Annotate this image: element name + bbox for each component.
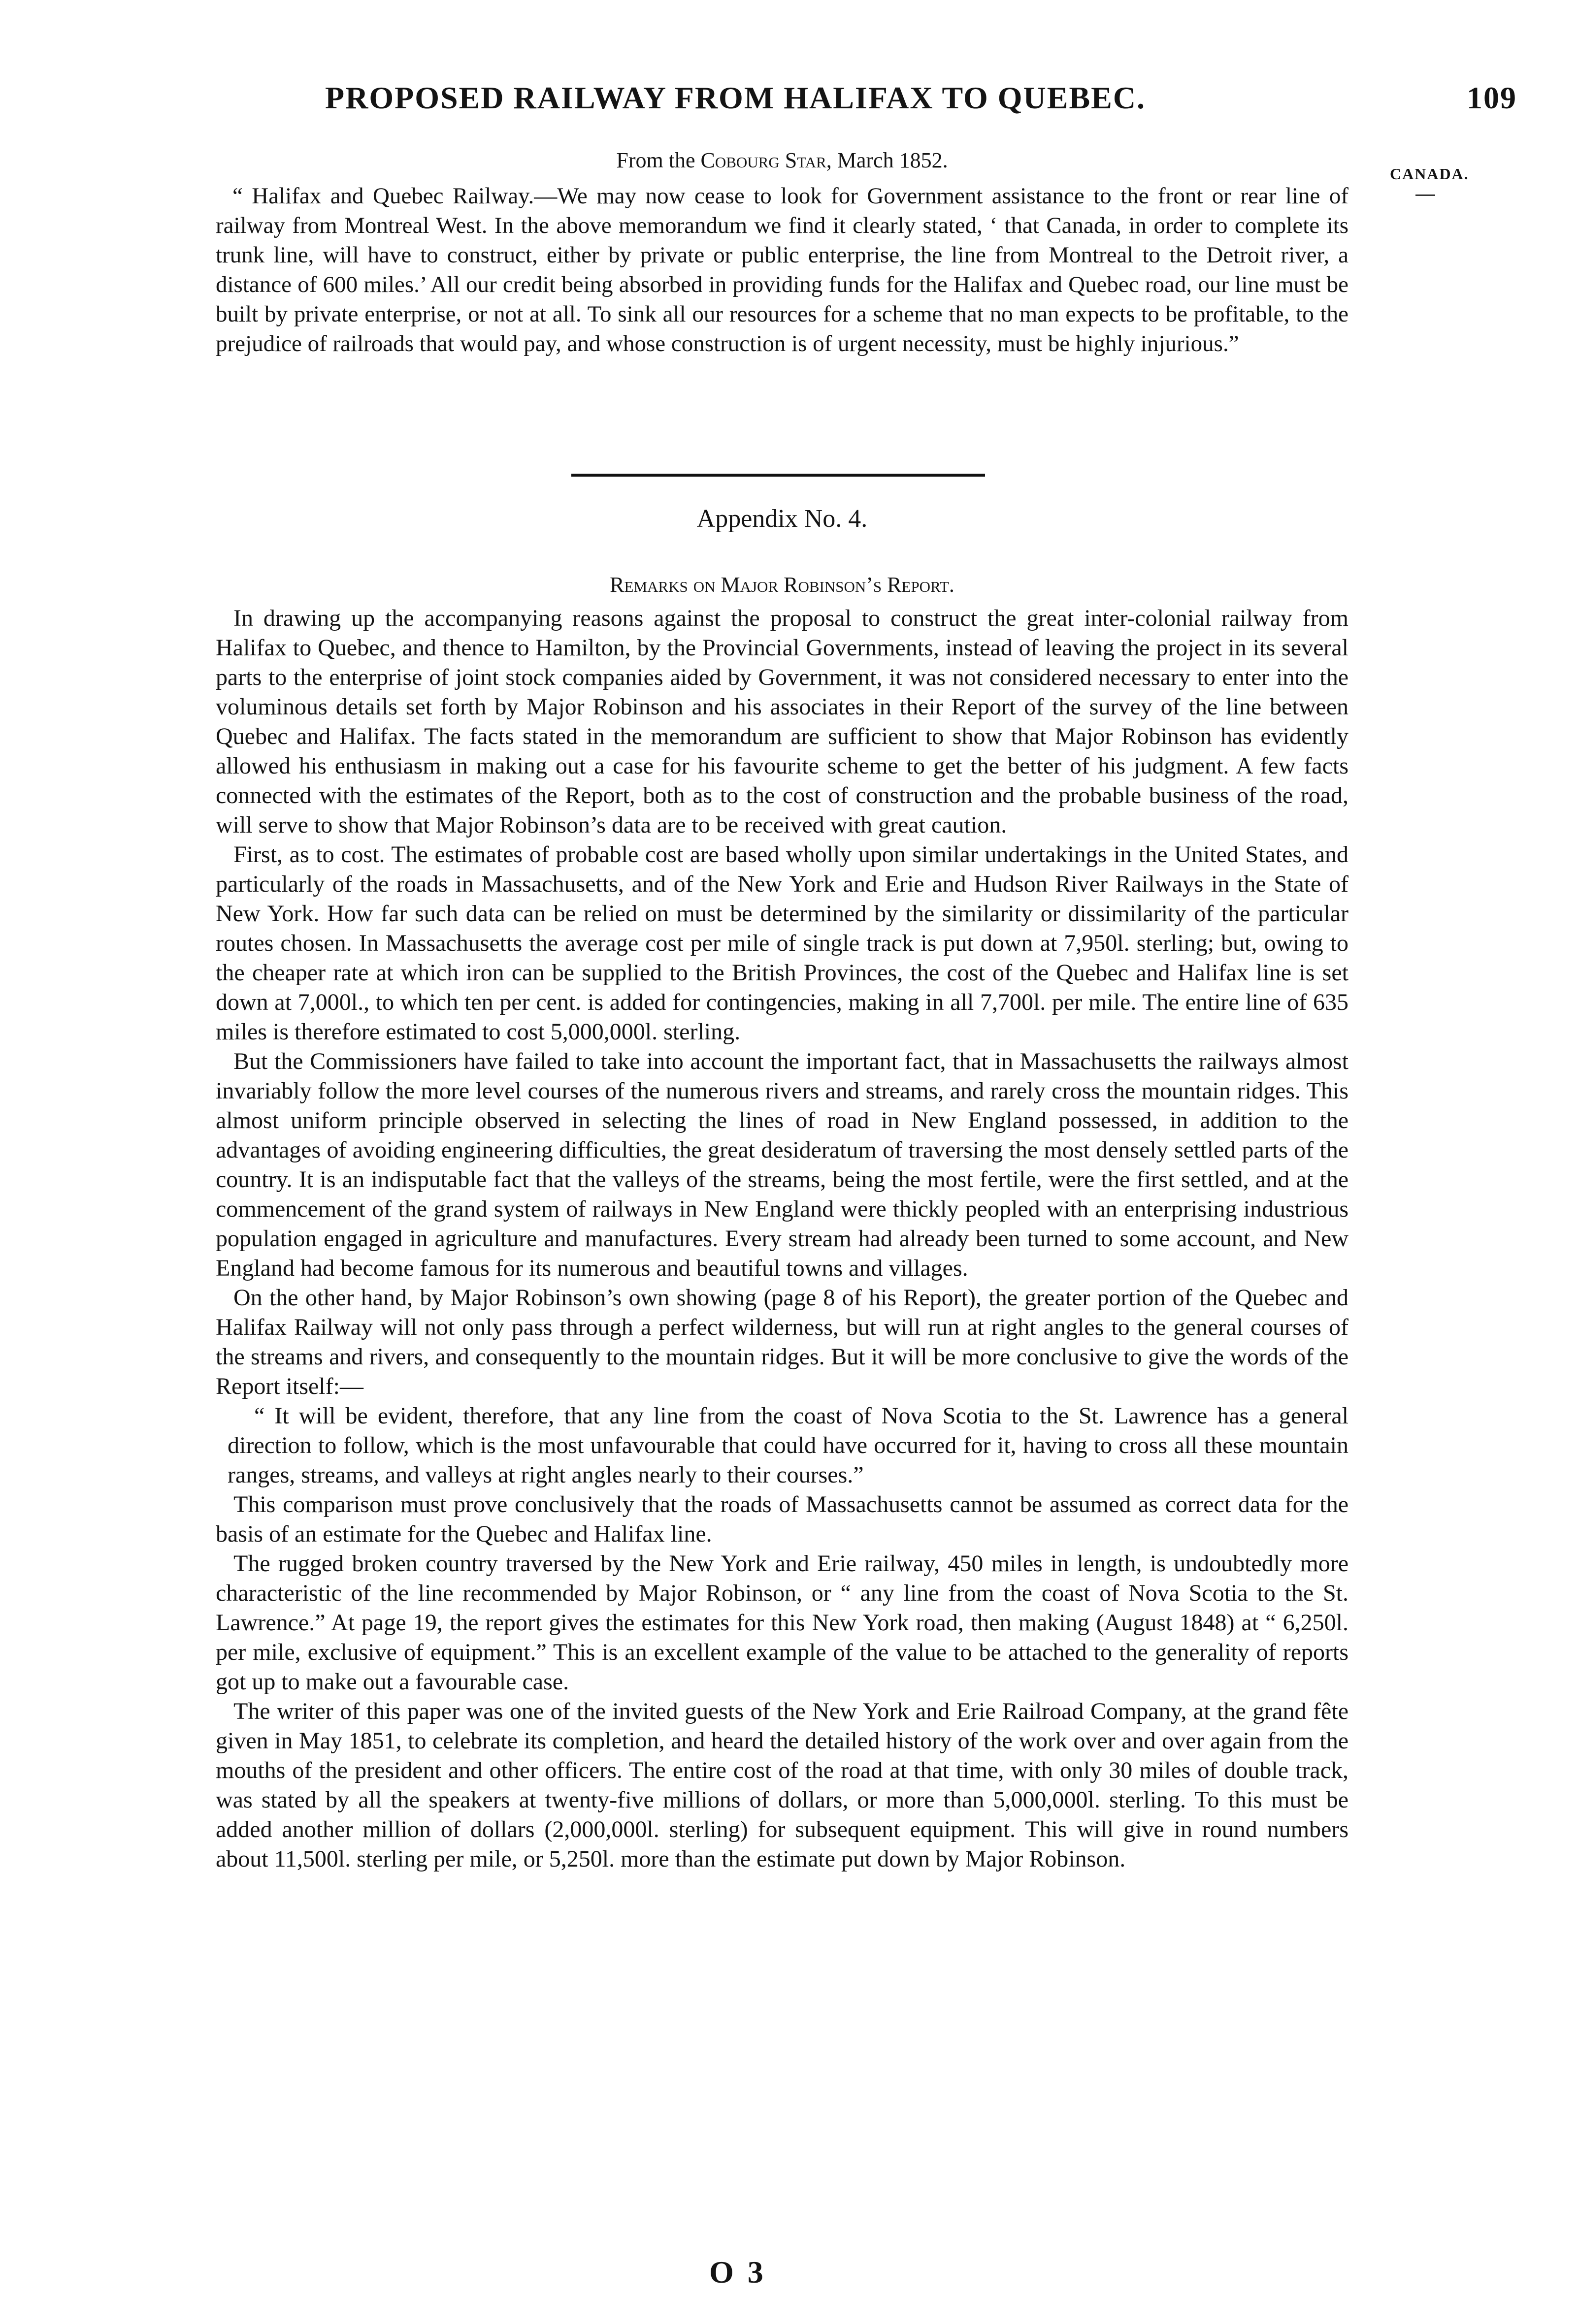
source-date: , March 1852. [826,148,948,172]
paragraph: This comparison must prove conclusively that the roads of Massachusetts cannot be assumed as correct data for the basis of an estimate for the Quebec and Halifax line. [216,1491,1348,1547]
signature-mark: O 3 [709,2255,766,2290]
section-heading: Remarks on Major Robinson’s Report. [610,573,954,597]
newspaper-quote [216,181,1348,358]
margin-note-dash [1415,194,1435,196]
source-paper: Cobourg Star [700,148,826,172]
paragraph: In drawing up the accompanying reasons against the proposal to construct the great inter-colonial railway from Halifax to Quebec, and thence to Hamilton, by the Provincial Governments, instead of leaving the project in its several parts to the enterprise of joint stock companies aided by Government, it was not considered necessary to enter into the voluminous details set forth by Major Robinson and his associates in their Report of the survey of the line between Quebec and Halifax. The facts stated in the memorandum are sufficient to show that Major Robinson has evidently allowed his enthusiasm in making out a case for his favourite scheme to get the better of his judgment. A few facts connected with the estimates of the Report, both as to the cost of construction and the probable business of the road, will serve to show that Major Robinson’s data are to be received with great caution. [216,605,1348,838]
body-text [216,604,1348,1874]
block-quote: “ It will be evident, therefore, that any line from the coast of Nova Scotia to the St. Lawrence has a general direction to follow, which is the most unfavourable that could have occurred for it, having to cross all these mountain ranges, streams, and valleys at right angles nearly to their courses.” [228,1403,1348,1488]
paragraph: But the Commissioners have failed to take into account the important fact, that in Massachusetts the railways almost invariably follow the more level courses of the numerous rivers and streams, and rarely cross the mountain ridges. This almost uniform principle observed in selecting the lines of road in New England possessed, in addition to the advantages of avoiding engineering difficulties, the great desideratum of traversing the most densely settled parts of the country. It is an indisputable fact that the valleys of the streams, being the most fertile, were the first settled, and at the commencement of the grand system of railways in New England were thickly peopled with an enterprising industrious population engaged in agriculture and manufactures. Every stream had already been turned to some account, and New England had become famous for its numerous and beautiful towns and villages. [216,1048,1348,1281]
quote-paragraph: “ Halifax and Quebec Railway.—We may now cease to look for Government assistance to the front or rear line of railway from Montreal West. In the above memorandum we find it clearly stated, ‘ that Canada, in order to complete its trunk line, will have to construct, either by private or public enterprise, the line from Montreal to the Detroit river, a distance of 600 miles.’ All our credit being absorbed in providing funds for the Halifax and Quebec road, our line must be built by private enterprise, or not at all. To sink all our resources for a scheme that no man expects to be profitable, to the prejudice of railroads that would pay, and whose construction is of urgent necessity, must be highly injurious.” [216,183,1348,356]
page-number: 109 [1467,80,1517,115]
source-note [216,148,1348,173]
paragraph: On the other hand, by Major Robinson’s own showing (page 8 of his Report), the greater portion of the Quebec and Halifax Railway will not only pass through a perfect wilderness, but will run at right angles to the general courses of the streams and rivers, and consequently to the mountain ridges. But it will be more conclusive to give the words of the Report itself:— [216,1285,1348,1399]
paragraph: First, as to cost. The estimates of probable cost are based wholly upon similar undertakings in the United States, and particularly of the roads in Massachusetts, and of the New York and Erie and Hudson River Railways in the State of New York. How far such data can be relied on must be determined by the similarity or dissimilarity of the particular routes chosen. In Massachusetts the average cost per mile of single track is put down at 7,950l. sterling; but, owing to the cheaper rate at which iron can be supplied to the British Provinces, the cost of the Quebec and Halifax line is set down at 7,000l., to which ten per cent. is added for contingencies, making in all 7,700l. per mile. The entire line of 635 miles is therefore estimated to cost 5,000,000l. sterling. [216,841,1348,1045]
section-divider [571,474,985,477]
margin-note: CANADA. [1390,165,1469,183]
appendix-title: Appendix No. 4. [696,505,868,533]
source-prefix: From the [616,148,701,172]
running-title: PROPOSED RAILWAY FROM HALIFAX TO QUEBEC. [325,80,1146,115]
paragraph: The rugged broken country traversed by the New York and Erie railway, 450 miles in length, is undoubtedly more characteristic of the line recommended by Major Robinson, or “ any line from the coast of Nova Scotia to the St. Lawrence.” At page 19, the report gives the estimates for this New York road, then making (August 1848) at “ 6,250l. per mile, exclusive of equipment.” This is an excellent example of the value to be attached to the generality of reports got up to make out a favourable case. [216,1550,1348,1695]
paragraph: The writer of this paper was one of the invited guests of the New York and Erie Railroad Company, at the grand fête given in May 1851, to celebrate its completion, and heard the detailed history of the work over and over again from the mouths of the president and other officers. The entire cost of the road at that time, with only 30 miles of double track, was stated by all the speakers at twenty-five millions of dollars, or more than 5,000,000l. sterling. To this must be added another million of dollars (2,000,000l. sterling) for subsequent equipment. This will give in round numbers about 11,500l. sterling per mile, or 5,250l. more than the estimate put down by Major Robinson. [216,1698,1348,1872]
